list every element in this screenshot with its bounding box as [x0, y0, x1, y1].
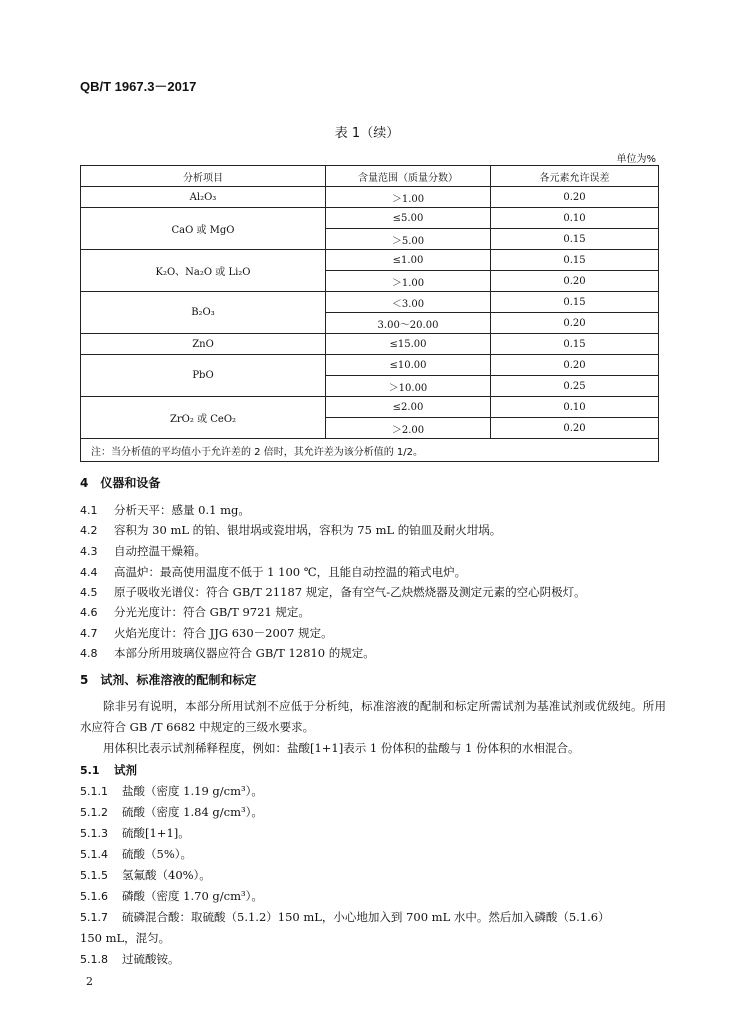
item-text: 高温炉：最高使用温度不低于 1 100 ℃，且能自动控温的箱式电炉。	[114, 565, 467, 579]
item-text: 硫酸（密度 1.84 g/cm³）。	[122, 805, 263, 819]
list-item-continuation	[80, 930, 665, 946]
range-cell: ＞1.00	[326, 187, 491, 208]
subsection-5-1-title	[80, 762, 665, 778]
table-header-row	[81, 166, 659, 187]
page-number: 2	[86, 975, 93, 988]
tolerance-cell: 0.20	[491, 187, 659, 208]
item-text: 磷酸（密度 1.70 g/cm³）。	[122, 889, 263, 903]
item-cell: ZrO₂ 或 CeO₂	[81, 397, 326, 439]
section-5-paragraph: 除非另有说明，本部分所用试剂不应低于分析纯，标准溶液的配制和标定所需试剂为基准试剂或优级纯。所用水应符合 GB /T 6682 中规定的三级水要求。	[80, 699, 666, 734]
item-number: 4.7	[80, 627, 98, 640]
list-item	[80, 909, 665, 925]
section-4-title: 4 仪器和设备	[80, 476, 161, 490]
item-number: 4.3	[80, 545, 98, 558]
tolerance-cell: 0.15	[491, 229, 659, 250]
item-text: 分光光度计：符合 GB/T 9721 规定。	[114, 605, 310, 619]
list-item	[80, 543, 665, 559]
tolerance-cell: 0.20	[491, 313, 659, 334]
tolerance-table	[80, 165, 659, 462]
range-cell: ≤5.00	[326, 208, 491, 229]
table-title: 表 1（续）	[334, 126, 400, 141]
range-cell: ＞5.00	[326, 229, 491, 250]
item-number: 4.1	[80, 504, 98, 517]
tolerance-cell: 0.15	[491, 250, 659, 271]
list-item	[80, 951, 665, 967]
list-item	[80, 645, 665, 661]
list-item	[80, 888, 665, 904]
range-cell: ≤15.00	[326, 334, 491, 355]
item-number: 5.1.1	[80, 785, 108, 798]
item-cell: ZnO	[81, 334, 326, 355]
table-row	[81, 292, 659, 313]
range-cell: ≤10.00	[326, 355, 491, 376]
list-item	[80, 867, 665, 883]
item-number: 4.5	[80, 586, 98, 599]
item-text: 容积为 30 mL 的铂、银坩埚或瓷坩埚，容积为 75 mL 的铂皿及耐火坩埚。	[114, 523, 502, 537]
range-cell: ≤2.00	[326, 397, 491, 418]
item-text: 本部分所用玻璃仪器应符合 GB/T 12810 的规定。	[114, 646, 375, 660]
list-item	[80, 846, 665, 862]
item-text: 硫酸[1+1]。	[122, 826, 190, 840]
range-cell: ＞1.00	[326, 271, 491, 292]
table-note-row	[81, 439, 659, 462]
range-cell: ＜3.00	[326, 292, 491, 313]
item-text: 盐酸（密度 1.19 g/cm³）。	[122, 784, 263, 798]
range-cell: ≤1.00	[326, 250, 491, 271]
item-cell: B₂O₃	[81, 292, 326, 334]
tolerance-cell: 0.10	[491, 208, 659, 229]
item-text: 分析天平：感量 0.1 mg。	[114, 503, 250, 517]
item-text: 氢氟酸（40%）。	[122, 868, 211, 882]
tolerance-cell: 0.25	[491, 376, 659, 397]
table-row	[81, 334, 659, 355]
list-item	[80, 604, 665, 620]
table-row	[81, 250, 659, 271]
tolerance-cell: 0.15	[491, 292, 659, 313]
header-cell: 各元素允许误差	[491, 166, 659, 187]
subsection-title-text: 试剂	[114, 763, 137, 777]
tolerance-cell: 0.20	[491, 355, 659, 376]
item-number: 5.1.3	[80, 827, 108, 840]
item-cell: CaO 或 MgO	[81, 208, 326, 250]
header-cell: 含量范围（质量分数）	[326, 166, 491, 187]
list-item	[80, 584, 665, 600]
tolerance-cell: 0.20	[491, 271, 659, 292]
tolerance-cell: 0.20	[491, 418, 659, 439]
item-cell: K₂O、Na₂O 或 Li₂O	[81, 250, 326, 292]
table-row	[81, 397, 659, 418]
item-number: 5.1.8	[80, 953, 108, 966]
tolerance-cell: 0.10	[491, 397, 659, 418]
list-item	[80, 804, 665, 820]
item-text: 150 mL，混匀。	[80, 931, 171, 945]
header-cell: 分析项目	[81, 166, 326, 187]
list-item	[80, 783, 665, 799]
item-text: 硫酸（5%）。	[122, 847, 192, 861]
item-number: 5.1.5	[80, 869, 108, 882]
item-number: 4.6	[80, 606, 98, 619]
list-item	[80, 564, 665, 580]
item-number: 5.1.6	[80, 890, 108, 903]
item-number: 5.1.2	[80, 806, 108, 819]
item-number: 4.2	[80, 524, 98, 537]
table-row	[81, 187, 659, 208]
item-text: 自动控温干燥箱。	[114, 544, 206, 558]
section-5-paragraph: 用体积比表示试剂稀释程度，例如：盐酸[1+1]表示 1 份体积的盐酸与 1 份体积的水相混合。	[103, 741, 580, 755]
range-cell: ＞10.00	[326, 376, 491, 397]
table-row	[81, 355, 659, 376]
table-note: 注：当分析值的平均值小于允许差的 2 倍时，其允许差为该分析值的 1/2。	[81, 439, 659, 462]
item-text: 原子吸收光谱仪：符合 GB/T 21187 规定，备有空气-乙炔燃烧器及测定元素的空心阴极灯。	[114, 585, 586, 599]
item-text: 硫磷混合酸：取硫酸（5.1.2）150 mL，小心地加入到 700 mL 水中。然后加入磷酸（5.1.6）	[122, 910, 610, 924]
item-text: 过硫酸铵。	[122, 952, 180, 966]
list-item	[80, 825, 665, 841]
item-number: 4.8	[80, 647, 98, 660]
list-item	[80, 502, 665, 518]
item-number: 5.1.4	[80, 848, 108, 861]
item-number: 4.4	[80, 566, 98, 579]
item-number: 5.1.7	[80, 911, 108, 924]
range-cell: 3.00～20.00	[326, 313, 491, 334]
item-number: 5.1	[80, 764, 100, 777]
item-cell: Al₂O₃	[81, 187, 326, 208]
item-text: 火焰光度计：符合 JJG 630－2007 规定。	[114, 626, 333, 640]
table-unit: 单位为%	[616, 154, 656, 165]
standard-code: QB/T 1967.3－2017	[80, 79, 197, 94]
list-item	[80, 625, 665, 641]
range-cell: ＞2.00	[326, 418, 491, 439]
tolerance-cell: 0.15	[491, 334, 659, 355]
item-cell: PbO	[81, 355, 326, 397]
table-row	[81, 208, 659, 229]
list-item	[80, 522, 665, 538]
section-5-title: 5 试剂、标准溶液的配制和标定	[80, 673, 257, 687]
